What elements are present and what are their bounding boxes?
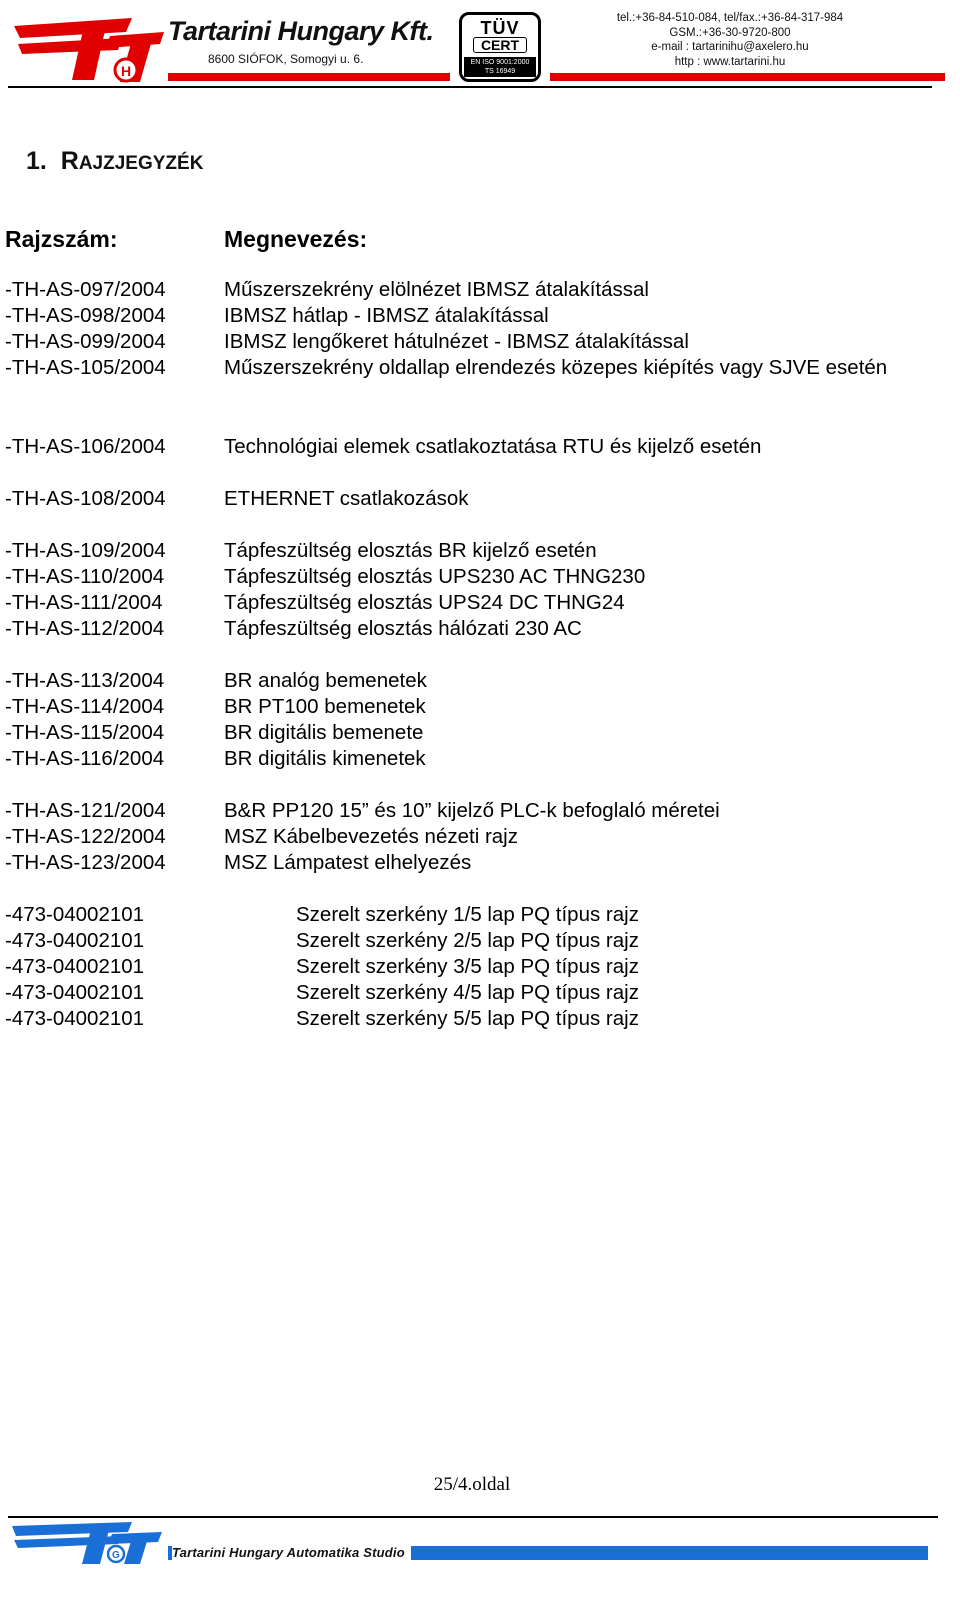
drawing-name: BR analóg bemenetek xyxy=(224,669,427,692)
footer-logo-icon xyxy=(12,1520,172,1566)
footer-rule xyxy=(8,1516,938,1518)
drawing-name: Szerelt szerkény 1/5 lap PQ típus rajz xyxy=(296,903,639,926)
drawing-name: Tápfeszültség elosztás UPS24 DC THNG24 xyxy=(224,591,625,614)
drawing-code: -473-04002101 xyxy=(5,903,145,926)
company-address: 8600 SIÓFOK, Somogyi u. 6. xyxy=(208,52,364,66)
page-title xyxy=(26,147,203,176)
column-header-code: Rajzszám: xyxy=(5,226,118,252)
tuv-cert-badge xyxy=(459,12,541,82)
drawing-name: Technológiai elemek csatlakoztatása RTU és kijelző esetén xyxy=(224,435,762,458)
drawing-code: -TH-AS-116/2004 xyxy=(5,747,165,770)
drawing-code: -TH-AS-123/2004 xyxy=(5,851,166,874)
drawing-code: -TH-AS-114/2004 xyxy=(5,695,165,718)
company-name: Tartarini Hungary Kft. xyxy=(168,16,434,46)
drawing-name: MSZ Lámpatest elhelyezés xyxy=(224,851,472,874)
drawing-name: BR PT100 bemenetek xyxy=(224,695,426,718)
drawing-name: Tápfeszültség elosztás UPS230 AC THNG230 xyxy=(224,565,646,588)
title-initial: R xyxy=(60,147,79,175)
drawing-code: -TH-AS-099/2004 xyxy=(5,330,166,353)
tuv-title: TÜV xyxy=(480,18,520,38)
drawing-name: Tápfeszültség elosztás hálózati 230 AC xyxy=(224,617,582,640)
tuv-standard-1: EN ISO 9001:2000 xyxy=(470,59,530,66)
drawing-code: -TH-AS-105/2004 xyxy=(5,356,166,379)
drawing-code: -473-04002101 xyxy=(5,955,145,978)
drawing-name: Szerelt szerkény 3/5 lap PQ típus rajz xyxy=(296,955,639,978)
tartarini-logo-icon xyxy=(14,12,164,84)
drawing-name: BR digitális kimenetek xyxy=(224,747,426,770)
drawing-name: IBMSZ lengőkeret hátulnézet - IBMSZ átalakítással xyxy=(224,330,689,353)
title-rest: AJZJEGYZÉK xyxy=(78,153,204,174)
footer-company: Tartarini Hungary Automatika Studio xyxy=(172,1545,411,1560)
drawing-code: -TH-AS-109/2004 xyxy=(5,539,166,562)
drawing-code: -TH-AS-115/2004 xyxy=(5,721,165,744)
tuv-standards xyxy=(464,57,536,77)
svg-text:G: G xyxy=(112,1550,120,1561)
drawing-code: -473-04002101 xyxy=(5,929,145,952)
tuv-standard-2: TS 16949 xyxy=(484,68,516,75)
page-number: 25/4.oldal xyxy=(433,1474,511,1495)
drawing-code: -TH-AS-121/2004 xyxy=(5,799,166,822)
drawing-name: BR digitális bemenete xyxy=(224,721,424,744)
header-red-bar xyxy=(168,73,450,81)
drawing-name: IBMSZ hátlap - IBMSZ átalakítással xyxy=(224,304,549,327)
letterhead xyxy=(0,0,960,92)
title-number: 1. xyxy=(26,147,47,175)
contact-tel: tel.:+36-84-510-084, tel/fax.:+36-84-317-984 xyxy=(616,12,844,24)
drawing-code: -473-04002101 xyxy=(5,1007,145,1030)
drawing-code: -TH-AS-111/2004 xyxy=(5,591,163,614)
drawing-code: -473-04002101 xyxy=(5,981,145,1004)
contact-web: http : www.tartarini.hu xyxy=(674,55,786,68)
header-rule xyxy=(8,86,932,88)
drawing-code: -TH-AS-113/2004 xyxy=(5,669,165,692)
drawing-name: Műszerszekrény elölnézet IBMSZ átalakítással xyxy=(224,278,649,301)
drawing-name: Tápfeszültség elosztás BR kijelző esetén xyxy=(224,539,597,562)
drawing-name: B&R PP120 15” és 10” kijelző PLC-k befoglaló méretei xyxy=(224,799,720,822)
drawing-code: -TH-AS-110/2004 xyxy=(5,565,165,588)
drawing-name: ETHERNET csatlakozások xyxy=(224,487,469,510)
drawing-code: -TH-AS-108/2004 xyxy=(5,487,166,510)
drawing-code: -TH-AS-097/2004 xyxy=(5,278,166,301)
header-red-bar-right xyxy=(550,73,945,81)
drawing-code: -TH-AS-122/2004 xyxy=(5,825,166,848)
drawing-code: -TH-AS-112/2004 xyxy=(5,617,165,640)
drawing-name: MSZ Kábelbevezetés nézeti rajz xyxy=(224,825,518,848)
drawing-name: Szerelt szerkény 4/5 lap PQ típus rajz xyxy=(296,981,639,1004)
drawing-name: Szerelt szerkény 2/5 lap PQ típus rajz xyxy=(296,929,639,952)
drawing-name: Műszerszekrény oldallap elrendezés közepes kiépítés vagy SJVE esetén xyxy=(224,356,888,379)
column-header-name: Megnevezés: xyxy=(224,226,368,252)
contact-block xyxy=(604,11,856,69)
svg-text:H: H xyxy=(121,63,132,79)
drawing-name: Szerelt szerkény 5/5 lap PQ típus rajz xyxy=(296,1007,639,1030)
contact-email: e-mail : tartarinihu@axelero.hu xyxy=(651,41,809,53)
drawing-code: -TH-AS-106/2004 xyxy=(5,435,166,458)
drawing-code: -TH-AS-098/2004 xyxy=(5,304,166,327)
contact-gsm: GSM.:+36-30-9720-800 xyxy=(669,26,791,39)
tuv-subtitle: CERT xyxy=(473,37,527,53)
